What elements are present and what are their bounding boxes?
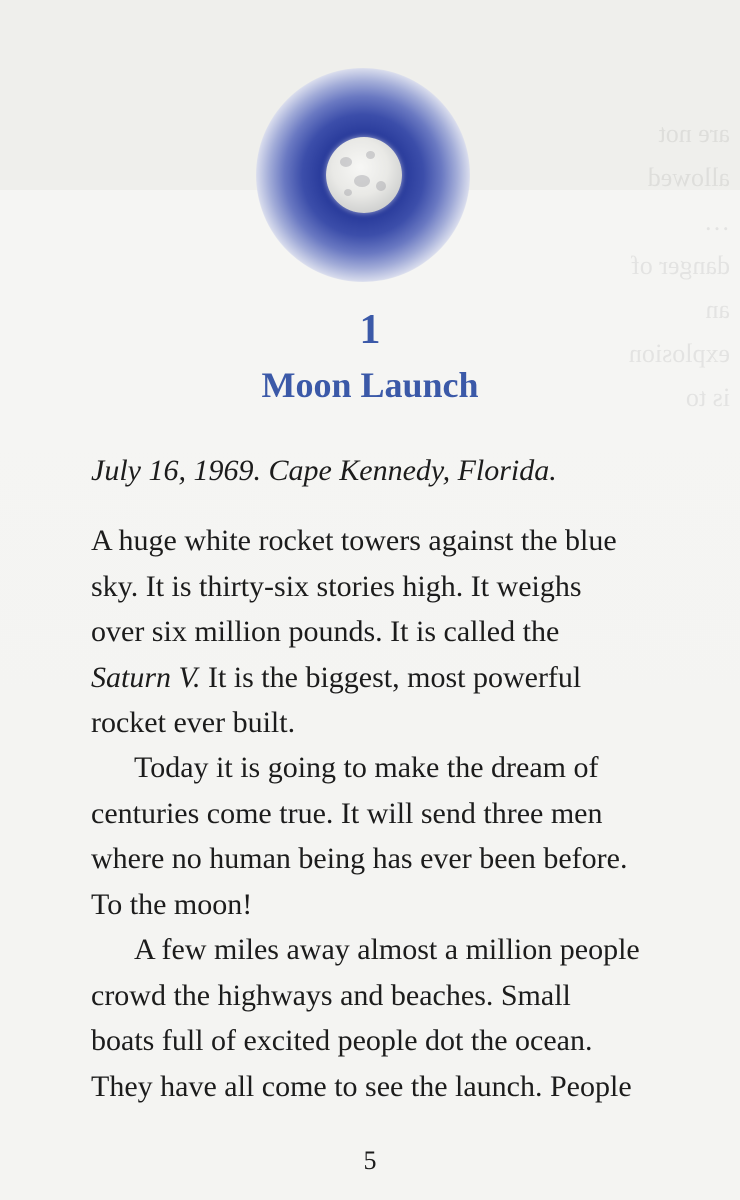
text-line: where no human being has ever been before.: [91, 842, 628, 876]
full-moon-icon: [326, 137, 402, 213]
bleed-through-text: are not allowed … danger of an explosion is to: [628, 119, 730, 412]
text-line: A huge white rocket towers against the blue: [91, 524, 617, 557]
page-number: 5: [363, 1146, 377, 1175]
text-line: rocket ever built.: [91, 706, 296, 740]
text-line: centuries come true. It will send three men: [91, 796, 603, 830]
text-line: Today it is going to make the dream of: [134, 751, 599, 784]
text-line: crowd the highways and beaches. Small: [91, 978, 571, 1012]
text-line: They have all come to see the launch. People: [91, 1069, 632, 1103]
text-line: over six million pounds. It is called the: [91, 615, 560, 649]
text-line: To the moon!: [91, 887, 253, 921]
italic-rocket-name: Saturn V.: [91, 660, 201, 694]
chapter-number: 1: [359, 307, 381, 353]
paragraph-2: [91, 745, 651, 927]
chapter-title: Moon Launch: [261, 365, 479, 405]
text-line: A few miles away almost a million people: [134, 933, 640, 966]
paragraph-1: [91, 518, 651, 746]
paragraph-3: [91, 927, 651, 1109]
text-line: sky. It is thirty-six stories high. It weighs: [91, 569, 582, 603]
text-fragment: It is the biggest, most powerful: [207, 660, 582, 694]
text-line-with-italic: [91, 655, 651, 701]
dateline: July 16, 1969. Cape Kennedy, Florida.: [91, 454, 557, 487]
text-line: boats full of excited people dot the ocean.: [91, 1024, 593, 1058]
